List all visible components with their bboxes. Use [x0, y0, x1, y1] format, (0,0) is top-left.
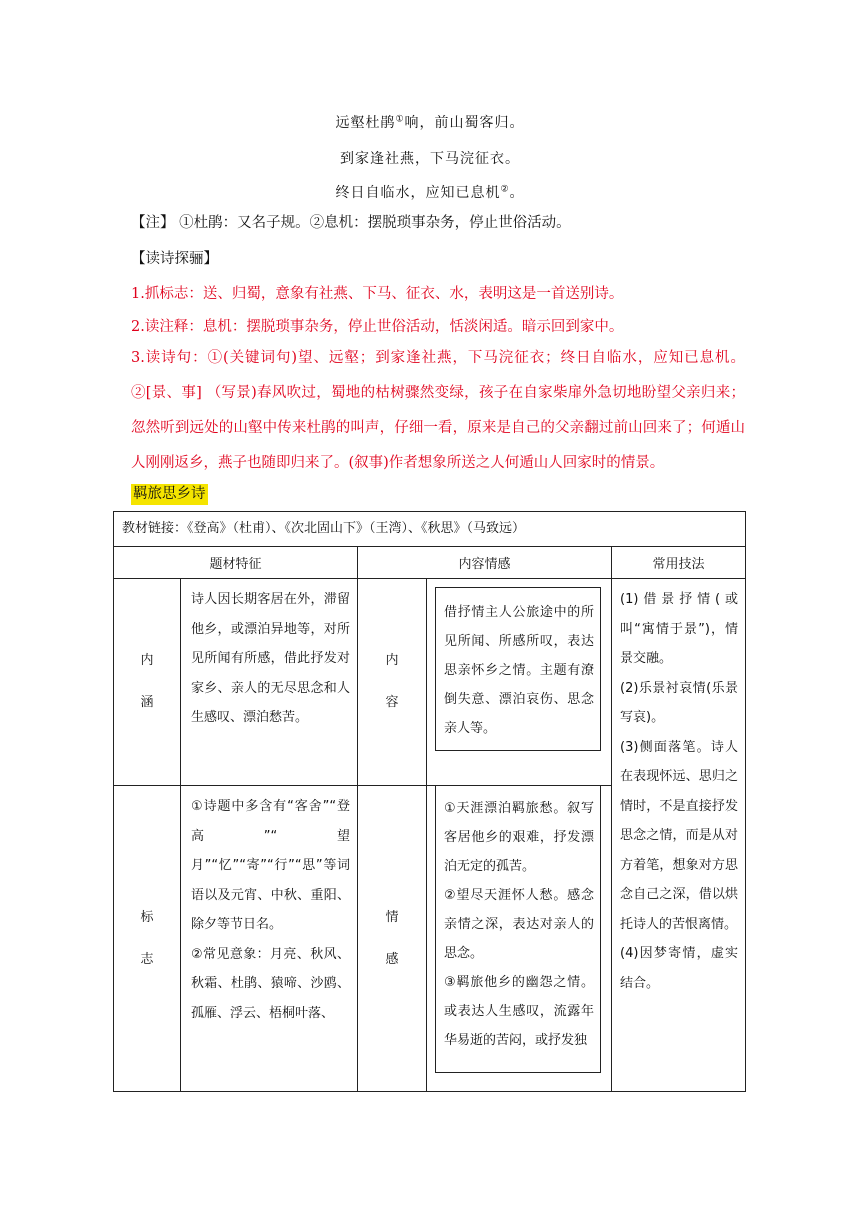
technique-4: (4)因梦寄情，虚实结合。: [620, 946, 739, 991]
technique-cell: [612, 579, 746, 1092]
footnote: 【注】 ①杜鹃：又名子规。②息机：摆脱琐事杂务，停止世俗活动。: [131, 215, 571, 231]
poem-line-3: 终日自临水，应知已息机②。: [335, 184, 525, 201]
connotation-text: 诗人因长期客居在外，滞留他乡，或漂泊异地等，对所见所闻有所感，借此抒发对家乡、亲人的无尽思念和人生感叹、漂泊愁苦。: [181, 579, 358, 786]
footnote-marker: ①: [395, 114, 405, 125]
row-label-content: 内 容: [358, 579, 427, 786]
analysis-point-3: 3.读诗句：①(关键词句)望、远壑；到家逢社燕，下马浣征衣；终日自临水，应知已息机。②[景、事] （写景)春风吹过，蜀地的枯树骤然变绿，孩子在自家柴扉外急切地盼望父亲归来；忽然听到远处的山壑中传来杜鹃的叫声，仔细一看，原来是自己的父亲翻过前山回来了；何遁山人刚刚返乡，燕子也随即归来了。(叙事)作者想象所送之人何遁山人回家时的情景。: [131, 350, 745, 471]
emotion-text: ①天涯漂泊羁旅愁。叙写客居他乡的艰难，抒发漂泊无定的孤苦。 ②望尽天涯怀人愁。感念亲情之深，表达对亲人的思念。 ③羁旅他乡的幽怨之情。或表达人生感叹，流露年华易逝的苦闷，或抒发独: [435, 786, 601, 1073]
row-label-connotation: 内 涵: [114, 579, 181, 786]
row-label-emotion: 情 感: [358, 786, 427, 1092]
reading-heading: 【读诗探骊】: [131, 251, 218, 267]
table-caption: 教材链接：《登高》（杜甫）、《次北固山下》（王湾）、《秋思》（马致远）: [114, 512, 746, 547]
header-technique: 常用技法: [612, 547, 746, 579]
emotion-cell: [427, 786, 612, 1092]
analysis-point-1: 1.抓标志：送、归蜀，意象有社燕、下马、征衣、水，表明这是一首送别诗。: [131, 286, 624, 302]
poem-line-2: 到家逢社燕，下马浣征衣。: [340, 151, 520, 167]
section-title: 羁旅思乡诗: [131, 484, 208, 505]
technique-1: (1)借景抒情(或叫“寓情于景”)，情景交融。: [620, 592, 739, 666]
content-cell: [427, 579, 612, 786]
footnote-marker: ②: [500, 184, 510, 195]
markers-text: ①诗题中多含有“客舍”“登高”“望月”“忆”“寄”“行”“思”等词语以及元宵、中秋、重阳、除夕等节日名。 ②常见意象：月亮、秋风、秋霜、杜鹃、猿啼、沙鸥、孤雁、浮云、梧桐叶落、: [181, 786, 358, 1092]
knowledge-table: [113, 511, 746, 1092]
header-content: 内容情感: [358, 547, 612, 579]
content-text: 借抒情主人公旅途中的所见所闻、所感所叹，表达思亲怀乡之情。主题有潦倒失意、漂泊哀伤、思念亲人等。: [435, 587, 601, 751]
technique-2: (2)乐景衬哀情(乐景写哀)。: [620, 680, 739, 725]
header-theme: 题材特征: [114, 547, 358, 579]
technique-3: (3)侧面落笔。诗人在表现怀远、思归之情时，不是直接抒发思念之情，而是从对方着笔，想象对方思念自己之深，借以烘托诗人的苦恨离情。: [620, 739, 739, 932]
analysis-point-2: 2.读注释：息机：摆脱琐事杂务，停止世俗活动，恬淡闲适。暗示回到家中。: [131, 319, 624, 335]
row-label-markers: 标 志: [114, 786, 181, 1092]
poem-line-1: 远壑杜鹃①响，前山蜀客归。: [335, 114, 525, 131]
